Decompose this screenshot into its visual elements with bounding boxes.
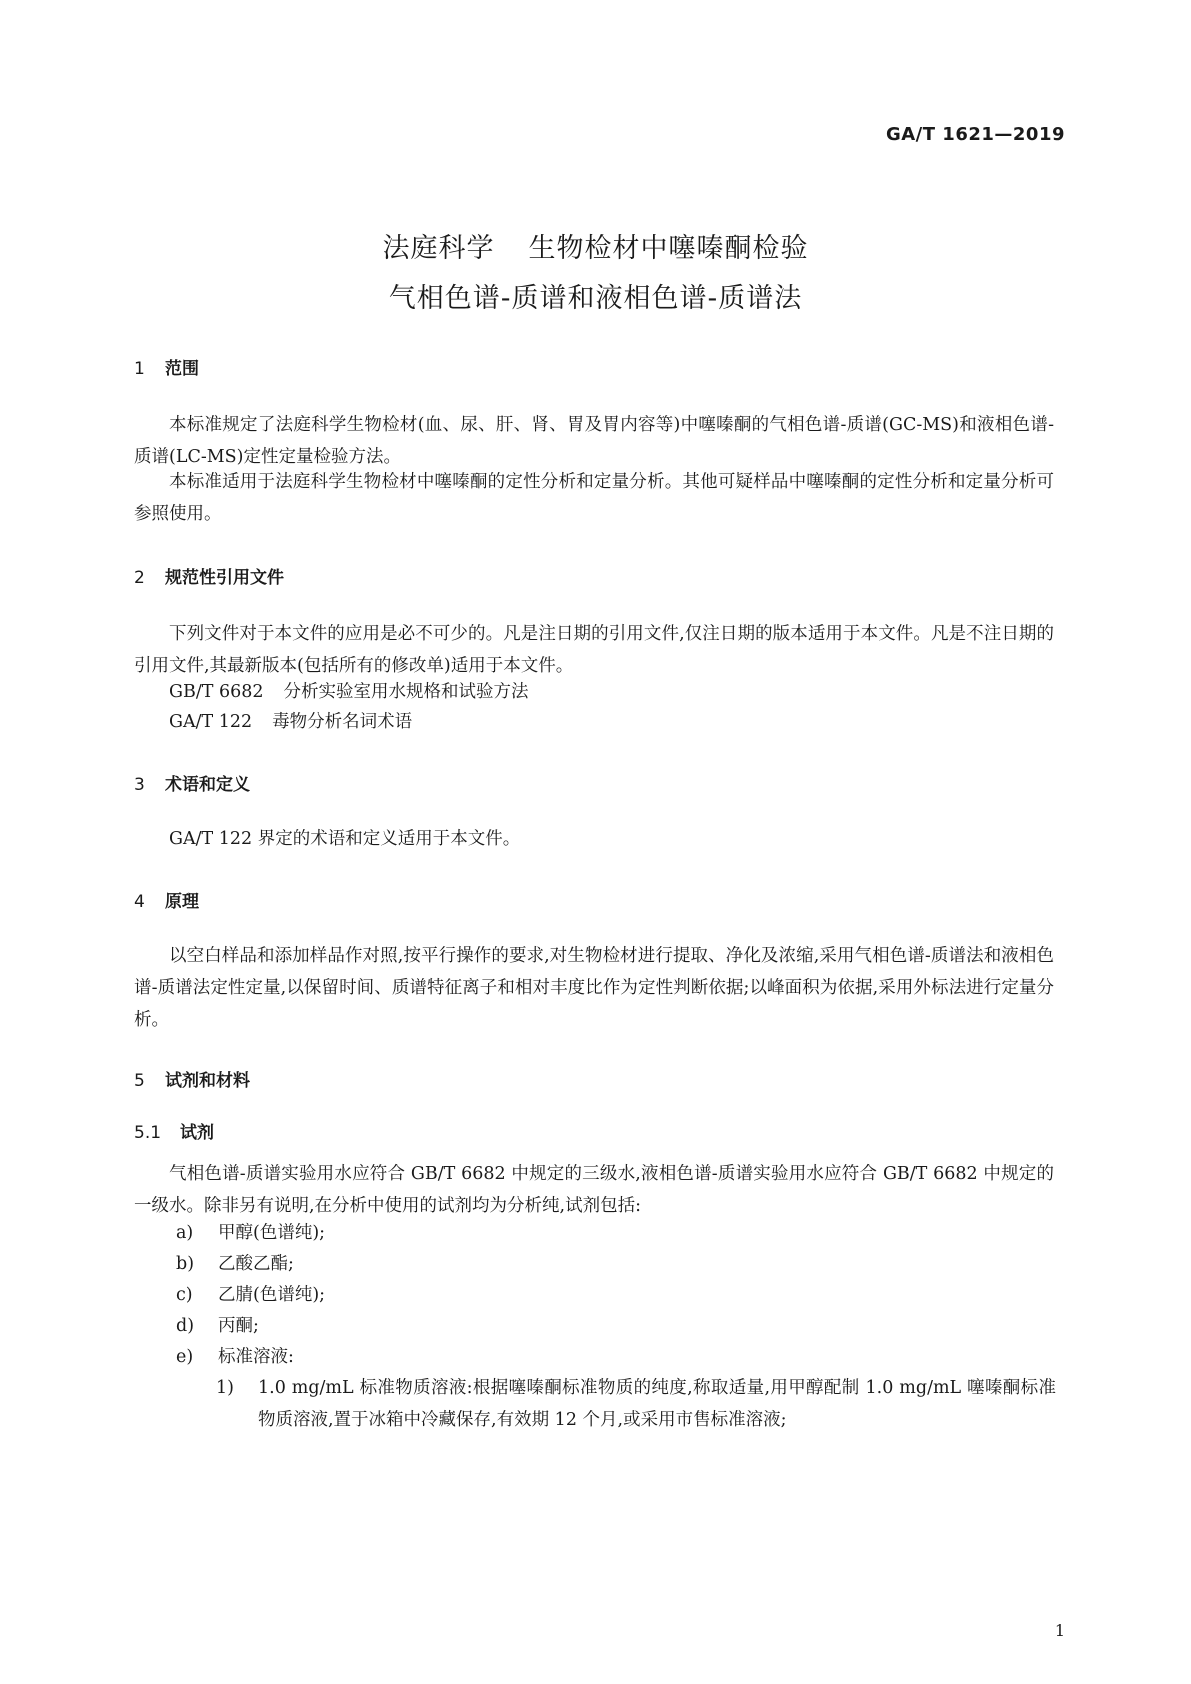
list-text: 乙酸乙酯;: [218, 1254, 294, 1274]
section-title: 试剂和材料: [165, 1071, 250, 1091]
section-5-heading: [134, 1066, 250, 1091]
section-title: 术语和定义: [165, 775, 250, 795]
list-item: [176, 1248, 294, 1280]
section-3-paragraph-1: GA/T 122 界定的术语和定义适用于本文件。: [169, 829, 521, 849]
reference-title: 毒物分析名词术语: [272, 712, 413, 732]
section-4-paragraph-1: 以空白样品和添加样品作对照,按平行操作的要求,对生物检材进行提取、净化及浓缩,采用气相色谱-质谱法和液相色谱-质谱法定性定量,以保留时间、质谱特征离子和相对丰度比作为定性判断依据;以峰面积为依据,采用外标法进行定量分析。: [134, 946, 1054, 1030]
section-number: 3: [134, 775, 145, 795]
section-4-heading: [134, 887, 199, 912]
section-2-heading: [134, 563, 284, 588]
section-title: 试剂: [180, 1123, 214, 1143]
section-2-paragraph-1: 下列文件对于本文件的应用是必不可少的。凡是注日期的引用文件,仅注日期的版本适用于本文件。凡是不注日期的引用文件,其最新版本(包括所有的修改单)适用于本文件。: [134, 624, 1054, 676]
sub-list-item: [216, 1372, 1056, 1436]
title-part-b: 生物检材中噻嗪酮检验: [528, 233, 809, 264]
list-text: 标准溶液:: [218, 1347, 294, 1367]
section-number: 5: [134, 1071, 145, 1091]
list-marker: a): [176, 1223, 194, 1243]
list-marker: d): [176, 1316, 195, 1336]
list-text: 丙酮;: [218, 1316, 259, 1336]
list-marker: e): [176, 1347, 194, 1367]
sub-list-text: 1.0 mg/mL 标准物质溶液:根据噻嗪酮标准物质的纯度,称取适量,用甲醇配制 1.0 mg/mL 噻嗪酮标准物质溶液,置于冰箱中冷藏保存,有效期 12 个月,或采用市售标准溶液;: [258, 1378, 1056, 1430]
section-5-1-heading: [134, 1118, 214, 1143]
reference-code: GB/T 6682: [169, 682, 264, 702]
standard-code: GA/T 1621—2019: [885, 124, 1065, 145]
title-line-2: 气相色谱-质谱和液相色谱-质谱法: [388, 283, 803, 314]
list-item: [176, 1279, 325, 1311]
reference-title: 分析实验室用水规格和试验方法: [283, 682, 529, 702]
section-number: 2: [134, 568, 145, 588]
section-number: 1: [134, 359, 145, 379]
list-text: 甲醇(色谱纯);: [218, 1223, 326, 1243]
list-marker: c): [176, 1285, 193, 1305]
list-item: [176, 1341, 294, 1373]
list-item: [176, 1310, 259, 1342]
list-text: 乙腈(色谱纯);: [218, 1285, 326, 1305]
section-1-paragraph-1: 本标准规定了法庭科学生物检材(血、尿、肝、肾、胃及胃内容等)中噻嗪酮的气相色谱-质谱(GC-MS)和液相色谱-质谱(LC-MS)定性定量检验方法。: [134, 415, 1054, 467]
section-5-1-paragraph-1: 气相色谱-质谱实验用水应符合 GB/T 6682 中规定的三级水,液相色谱-质谱实验用水应符合 GB/T 6682 中规定的一级水。除非另有说明,在分析中使用的试剂均为分析纯,试剂包括:: [134, 1164, 1054, 1216]
section-title: 原理: [165, 892, 199, 912]
section-number: 5.1: [134, 1123, 162, 1143]
title-line-1: [0, 224, 1191, 274]
reference-item: [169, 676, 529, 708]
reference-item: [169, 706, 412, 738]
section-number: 4: [134, 892, 145, 912]
sub-list-marker: 1): [216, 1378, 234, 1398]
section-title: 规范性引用文件: [165, 568, 284, 588]
section-3-heading: [134, 770, 250, 795]
section-1-heading: [134, 354, 199, 379]
section-1-paragraph-2: 本标准适用于法庭科学生物检材中噻嗪酮的定性分析和定量分析。其他可疑样品中噻嗪酮的定性分析和定量分析可参照使用。: [134, 472, 1054, 524]
list-marker: b): [176, 1254, 195, 1274]
title-part-a: 法庭科学: [382, 233, 495, 264]
reference-code: GA/T 122: [169, 712, 253, 732]
document-title: [0, 224, 1191, 324]
page-number: 1: [1054, 1621, 1065, 1640]
list-item: [176, 1217, 325, 1249]
section-title: 范围: [165, 359, 199, 379]
